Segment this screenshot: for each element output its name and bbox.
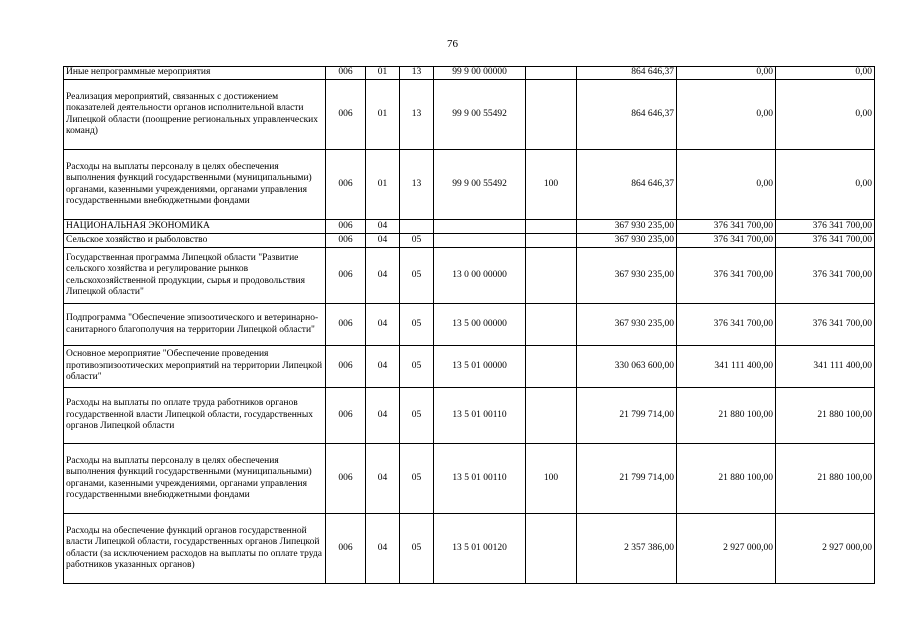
amount-year-2: 0,00 (677, 67, 776, 80)
amount-year-1: 367 930 235,00 (577, 234, 677, 248)
amount-year-1: 864 646,37 (577, 67, 677, 80)
ministry-code: 006 (326, 514, 366, 584)
section-code: 04 (366, 248, 400, 304)
section-code: 01 (366, 80, 400, 150)
amount-year-1: 864 646,37 (577, 150, 677, 220)
amount-year-2: 2 927 000,00 (677, 514, 776, 584)
amount-year-3: 0,00 (776, 80, 875, 150)
row-name: Подпрограмма "Обеспечение эпизоотического и ветеринарно-санитарного благополучия на территории Липецкой области" (64, 304, 326, 346)
subsection-code: 05 (400, 514, 434, 584)
amount-year-1: 864 646,37 (577, 80, 677, 150)
budget-table (63, 66, 875, 584)
target-article: 99 9 00 55492 (434, 80, 526, 150)
table-row (64, 220, 875, 234)
amount-year-3: 376 341 700,00 (776, 248, 875, 304)
target-article: 13 5 01 00000 (434, 346, 526, 388)
amount-year-3: 2 927 000,00 (776, 514, 875, 584)
subsection-code: 05 (400, 346, 434, 388)
target-article (434, 234, 526, 248)
target-article: 99 9 00 55492 (434, 150, 526, 220)
target-article (434, 220, 526, 234)
expense-type (526, 304, 577, 346)
amount-year-2: 376 341 700,00 (677, 220, 776, 234)
amount-year-1: 367 930 235,00 (577, 248, 677, 304)
ministry-code: 006 (326, 388, 366, 444)
expense-type (526, 248, 577, 304)
table-row (64, 444, 875, 514)
amount-year-1: 367 930 235,00 (577, 220, 677, 234)
table-row (64, 80, 875, 150)
section-code: 04 (366, 220, 400, 234)
amount-year-3: 0,00 (776, 150, 875, 220)
table-row (64, 248, 875, 304)
table-row (64, 514, 875, 584)
section-code: 01 (366, 67, 400, 80)
row-name: Реализация мероприятий, связанных с достижением показателей деятельности органов исполнительной власти Липецкой области (поощрение региональных управленческих команд) (64, 80, 326, 150)
subsection-code: 05 (400, 234, 434, 248)
subsection-code: 05 (400, 248, 434, 304)
expense-type (526, 514, 577, 584)
row-name: Расходы на обеспечение функций органов государственной власти Липецкой области, государственных органов Липецкой области (за исключением расходов на выплаты по оплате труда работников указанных органов) (64, 514, 326, 584)
section-code: 04 (366, 444, 400, 514)
row-name: Иные непрограммные мероприятия (64, 67, 326, 80)
subsection-code: 05 (400, 444, 434, 514)
section-code: 04 (366, 304, 400, 346)
row-name: Расходы на выплаты персоналу в целях обеспечения выполнения функций государственными (муниципальными) органами, казенными учреждениями, органами управления государственными внебюджетными фондами (64, 444, 326, 514)
amount-year-3: 0,00 (776, 67, 875, 80)
table-row (64, 150, 875, 220)
ministry-code: 006 (326, 248, 366, 304)
row-name: Расходы на выплаты персоналу в целях обеспечения выполнения функций государственными (муниципальными) органами, казенными учреждениями, органами управления государственными внебюджетными фондами (64, 150, 326, 220)
target-article: 13 5 00 00000 (434, 304, 526, 346)
section-code: 01 (366, 150, 400, 220)
ministry-code: 006 (326, 234, 366, 248)
ministry-code: 006 (326, 220, 366, 234)
expense-type (526, 220, 577, 234)
amount-year-1: 21 799 714,00 (577, 444, 677, 514)
expense-type (526, 80, 577, 150)
ministry-code: 006 (326, 67, 366, 80)
target-article: 13 5 01 00120 (434, 514, 526, 584)
subsection-code: 05 (400, 388, 434, 444)
row-name: НАЦИОНАЛЬНАЯ ЭКОНОМИКА (64, 220, 326, 234)
section-code: 04 (366, 234, 400, 248)
amount-year-2: 21 880 100,00 (677, 444, 776, 514)
table-row (64, 346, 875, 388)
table-body (64, 67, 875, 584)
table-row (64, 388, 875, 444)
subsection-code: 13 (400, 67, 434, 80)
row-name: Расходы на выплаты по оплате труда работников органов государственной власти Липецкой области, государственных органов Липецкой области (64, 388, 326, 444)
amount-year-1: 330 063 600,00 (577, 346, 677, 388)
amount-year-1: 367 930 235,00 (577, 304, 677, 346)
amount-year-2: 0,00 (677, 80, 776, 150)
amount-year-3: 376 341 700,00 (776, 304, 875, 346)
amount-year-3: 376 341 700,00 (776, 220, 875, 234)
amount-year-2: 341 111 400,00 (677, 346, 776, 388)
expense-type (526, 67, 577, 80)
expense-type (526, 346, 577, 388)
amount-year-3: 341 111 400,00 (776, 346, 875, 388)
expense-type (526, 388, 577, 444)
target-article: 99 9 00 00000 (434, 67, 526, 80)
target-article: 13 5 01 00110 (434, 388, 526, 444)
table-row (64, 67, 875, 80)
row-name: Основное мероприятие "Обеспечение проведения противоэпизоотических мероприятий на территории Липецкой области" (64, 346, 326, 388)
section-code: 04 (366, 346, 400, 388)
ministry-code: 006 (326, 150, 366, 220)
amount-year-3: 376 341 700,00 (776, 234, 875, 248)
amount-year-2: 0,00 (677, 150, 776, 220)
expense-type (526, 234, 577, 248)
target-article: 13 5 01 00110 (434, 444, 526, 514)
ministry-code: 006 (326, 80, 366, 150)
ministry-code: 006 (326, 346, 366, 388)
amount-year-2: 376 341 700,00 (677, 248, 776, 304)
amount-year-2: 376 341 700,00 (677, 304, 776, 346)
table-row (64, 234, 875, 248)
section-code: 04 (366, 514, 400, 584)
row-name: Государственная программа Липецкой области "Развитие сельского хозяйства и регулирование рынков сельскохозяйственной продукции, сырья и продовольствия Липецкой области" (64, 248, 326, 304)
amount-year-3: 21 880 100,00 (776, 388, 875, 444)
row-name: Сельское хозяйство и рыболовство (64, 234, 326, 248)
subsection-code: 13 (400, 80, 434, 150)
target-article: 13 0 00 00000 (434, 248, 526, 304)
section-code: 04 (366, 388, 400, 444)
amount-year-1: 2 357 386,00 (577, 514, 677, 584)
amount-year-2: 21 880 100,00 (677, 388, 776, 444)
amount-year-3: 21 880 100,00 (776, 444, 875, 514)
table-row (64, 304, 875, 346)
expense-type: 100 (526, 150, 577, 220)
amount-year-1: 21 799 714,00 (577, 388, 677, 444)
page-number: 76 (447, 38, 458, 50)
subsection-code (400, 220, 434, 234)
ministry-code: 006 (326, 304, 366, 346)
ministry-code: 006 (326, 444, 366, 514)
subsection-code: 13 (400, 150, 434, 220)
subsection-code: 05 (400, 304, 434, 346)
expense-type: 100 (526, 444, 577, 514)
amount-year-2: 376 341 700,00 (677, 234, 776, 248)
